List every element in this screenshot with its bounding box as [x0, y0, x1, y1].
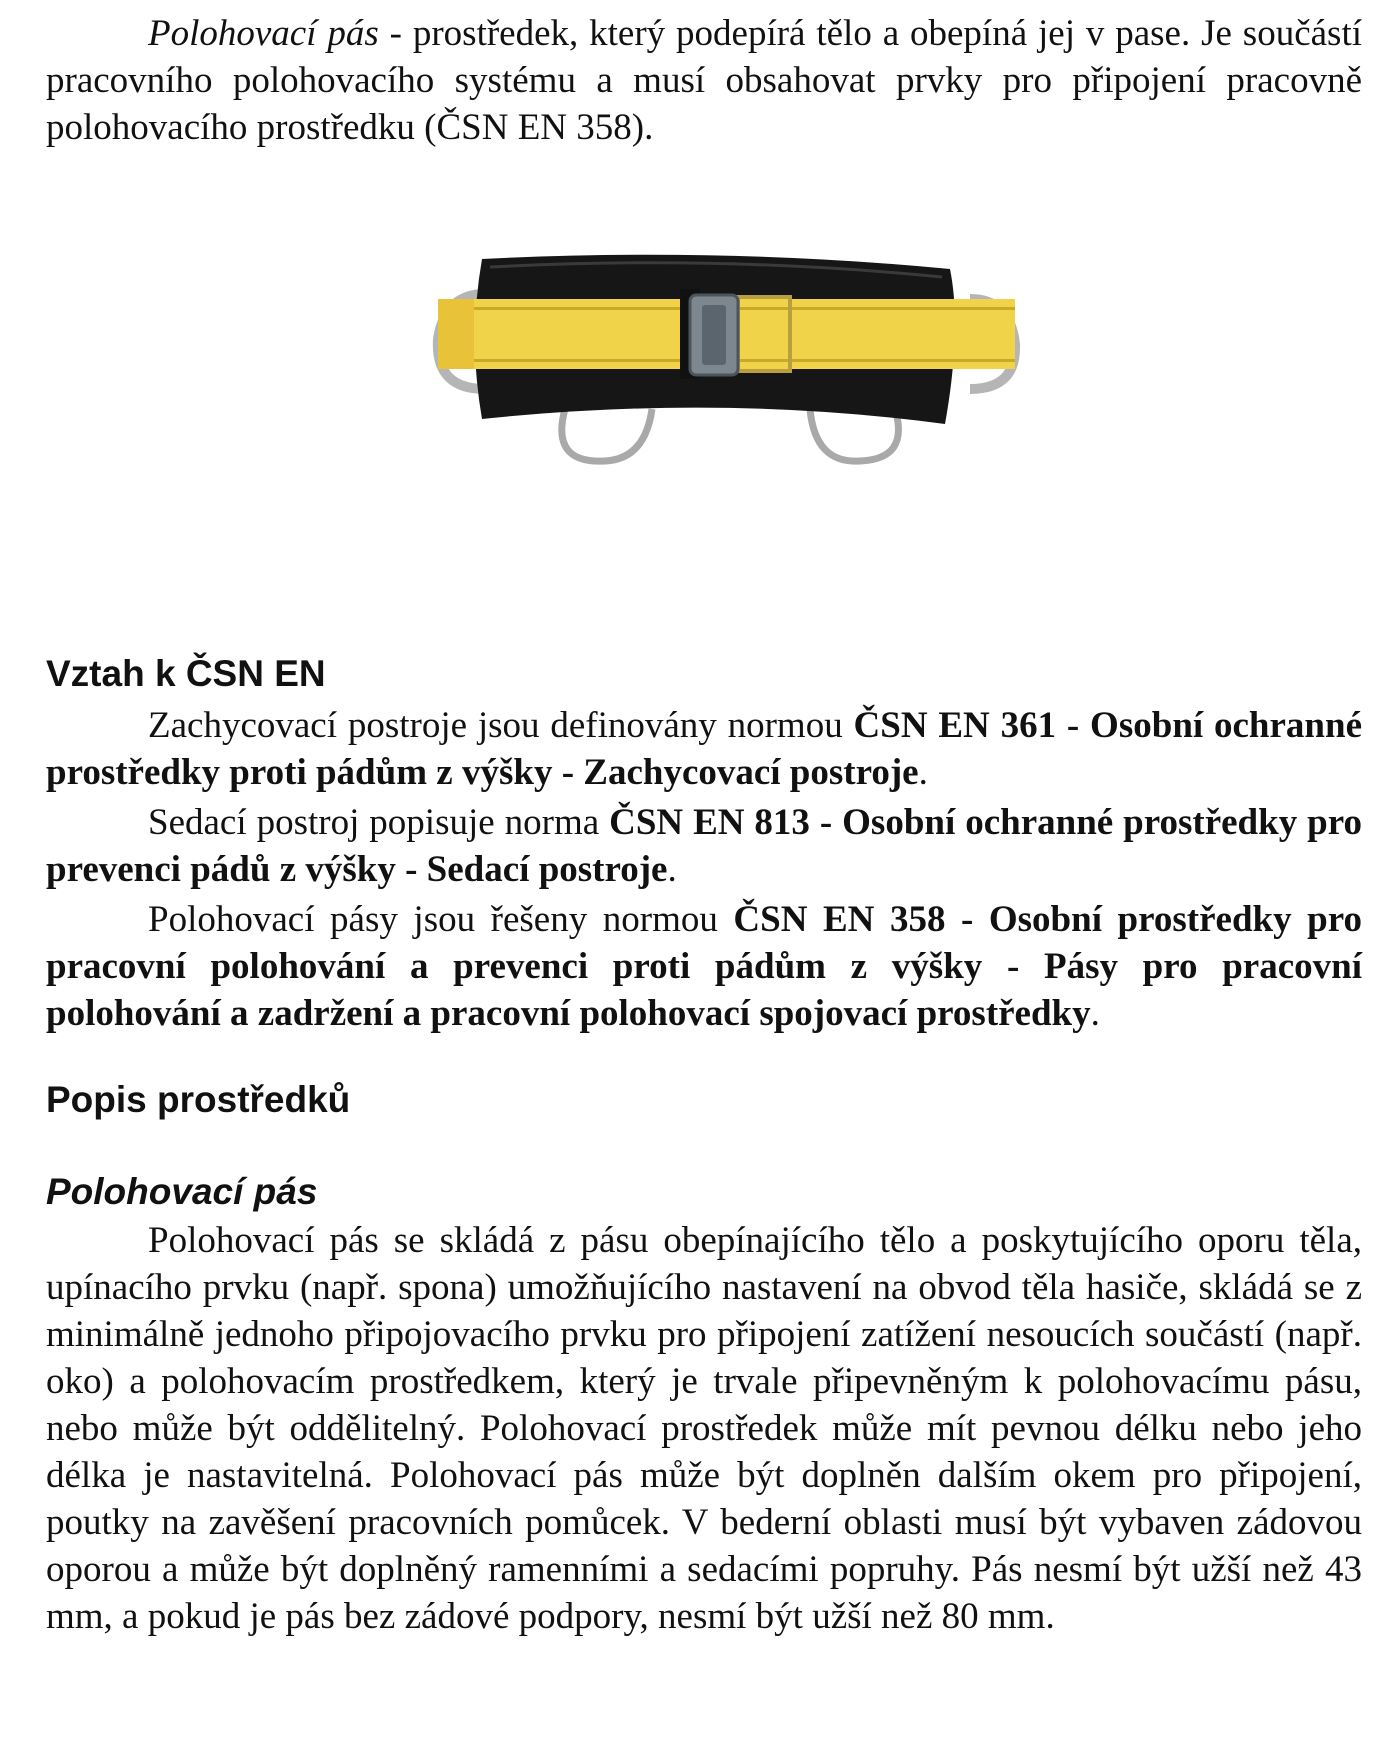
norm-813-title: ČSN EN 813 - Osobní ochranné prostředky pro prevenci pádů z výšky - Sedací postroje — [46, 802, 1362, 890]
norm-813-post: . — [667, 849, 677, 890]
intro-text: - prostředek, který podepírá tělo a obepíná jej v pase. Je součástí pracovního polohovacího systému a musí obsahovat prvky pro připojení pracovně polohovacího prostředku (ČSN EN 358). — [46, 13, 1363, 148]
subheading-polohovaci-pas: Polohovací pás — [46, 1171, 318, 1212]
norm-paragraph-813 — [46, 799, 1362, 893]
intro-paragraph — [46, 10, 1362, 151]
norm-361-pre: Zachycovací postroje jsou definovány normou — [148, 705, 854, 746]
norm-358-pre: Polohovací pásy jsou řešeny normou — [148, 899, 734, 940]
norm-813-pre: Sedací postroj popisuje norma — [148, 802, 610, 843]
norm-361-title: ČSN EN 361 - Osobní ochranné prostředky proti pádům z výšky - Zachycovací postroje — [46, 705, 1362, 793]
section-heading-popis: Popis prostředků — [46, 1079, 351, 1120]
belt-figure — [46, 151, 1362, 651]
document-page — [46, 10, 1362, 1640]
section-heading-vztah: Vztah k ČSN EN — [46, 653, 326, 694]
norm-358-post: . — [1090, 993, 1100, 1034]
intro-term: Polohovací pás — [148, 13, 379, 54]
positioning-belt-image — [390, 249, 1070, 469]
description-paragraph: Polohovací pás se skládá z pásu obepínajícího tělo a poskytujícího oporu těla, upínacího prvku (např. spona) umožňujícího nastavení na obvod těla hasiče, skládá se z minimálně jednoho připojovacího prvku pro připojení zatížení nesoucích součástí (např. oko) a polohovacím prostředkem, který je trvale připevněným k polohovacímu pásu, nebo může být oddělitelný. Polohovací prostředek může mít pevnou délku nebo jeho délka je nastavitelná. Polohovací pás může být doplněn dalším okem pro připojení, poutky na zavěšení pracovních pomůcek. V bederní oblasti musí být vybaven zádovou oporou a může být doplněný ramenními a sedacími popruhy. Pás nesmí být užší než 43 mm, a pokud je pás bez zádové podpory, nesmí být užší než 80 mm. — [46, 1220, 1362, 1637]
norm-361-post: . — [918, 752, 928, 793]
norm-358-title: ČSN EN 358 - Osobní prostředky pro pracovní polohování a prevenci proti pádům z výšky - Pásy pro pracovní polohování a zadržení a pracovní polohovací spojovací prostředky — [46, 899, 1362, 1034]
norm-paragraph-358 — [46, 896, 1362, 1037]
norm-paragraph-361 — [46, 702, 1362, 796]
